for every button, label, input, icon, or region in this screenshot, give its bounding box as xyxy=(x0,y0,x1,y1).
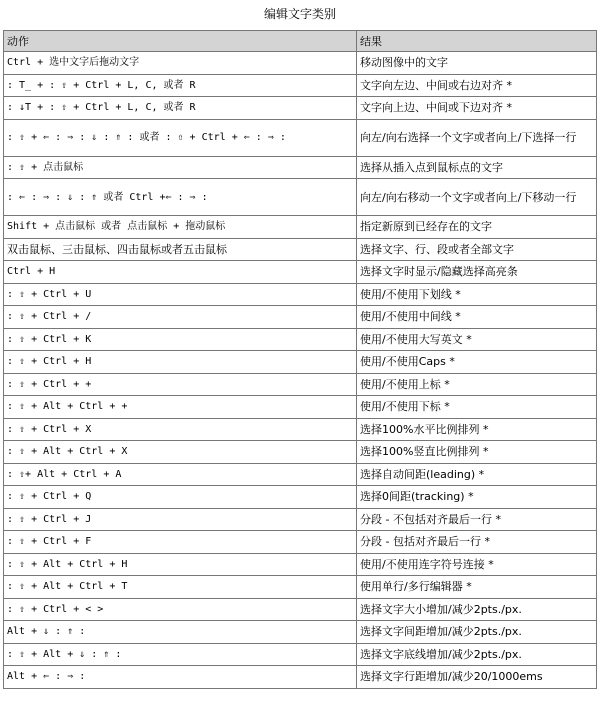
table-row xyxy=(4,74,597,97)
action-cell: : ⇧ + Alt + Ctrl + H xyxy=(4,553,357,576)
header-result: 结果 xyxy=(357,31,597,52)
table-row xyxy=(4,97,597,120)
action-cell: : ⇧ + Ctrl + Q xyxy=(4,486,357,509)
result-cell: 使用单行/多行编辑器 * xyxy=(357,576,597,599)
table-row xyxy=(4,598,597,621)
result-cell: 选择0间距(tracking) * xyxy=(357,486,597,509)
result-cell: 分段 - 不包括对齐最后一行 * xyxy=(357,508,597,531)
result-cell: 选择文字底线增加/减少2pts./px. xyxy=(357,643,597,666)
table-row xyxy=(4,351,597,374)
table-row xyxy=(4,463,597,486)
result-cell: 文字向上边、中间或下边对齐 * xyxy=(357,97,597,120)
action-cell: : ⇧ + Alt + Ctrl + T xyxy=(4,576,357,599)
action-cell: : T̲ + : ⇧ + Ctrl + L, C, 或者 R xyxy=(4,74,357,97)
result-cell: 移动图像中的文字 xyxy=(357,52,597,75)
action-cell: : ⇧ + Ctrl + < > xyxy=(4,598,357,621)
result-cell: 选择文字间距增加/减少2pts./px. xyxy=(357,621,597,644)
header-action: 动作 xyxy=(4,31,357,52)
result-cell: 使用/不使用中间线 * xyxy=(357,306,597,329)
action-cell: Ctrl + 选中文字后拖动文字 xyxy=(4,52,357,75)
table-row xyxy=(4,216,597,239)
table-row xyxy=(4,306,597,329)
action-cell: : ⇧ + Alt + ⇓ : ⇑ : xyxy=(4,643,357,666)
table-row xyxy=(4,418,597,441)
result-cell: 选择100%水平比例排列 * xyxy=(357,418,597,441)
action-cell: : ⇐ : ⇒ : ⇓ : ⇑ 或者 Ctrl +⇐ : ⇒ : xyxy=(4,179,357,216)
action-cell: : ⇧ + Ctrl + K xyxy=(4,328,357,351)
action-cell: : ↓T + : ⇧ + Ctrl + L, C, 或者 R xyxy=(4,97,357,120)
result-cell: 分段 - 包括对齐最后一行 * xyxy=(357,531,597,554)
result-cell: 选择自动间距(leading) * xyxy=(357,463,597,486)
action-cell: : ⇧ + Alt + Ctrl + + xyxy=(4,396,357,419)
action-cell: Ctrl + H xyxy=(4,261,357,284)
table-row xyxy=(4,621,597,644)
result-cell: 向左/向右移动一个文字或者向上/下移动一行 xyxy=(357,179,597,216)
table-row xyxy=(4,52,597,75)
table-row xyxy=(4,373,597,396)
shortcut-table xyxy=(3,30,597,689)
table-row xyxy=(4,508,597,531)
result-cell: 使用/不使用上标 * xyxy=(357,373,597,396)
action-cell: : ⇧ + Ctrl + / xyxy=(4,306,357,329)
table-row xyxy=(4,486,597,509)
result-cell: 使用/不使用Caps * xyxy=(357,351,597,374)
action-cell: Alt + ⇓ : ⇑ : xyxy=(4,621,357,644)
table-row xyxy=(4,328,597,351)
result-cell: 选择从插入点到鼠标点的文字 xyxy=(357,156,597,179)
action-cell: 双击鼠标、三击鼠标、四击鼠标或者五击鼠标 xyxy=(4,238,357,261)
table-row xyxy=(4,283,597,306)
action-cell: : ⇧ + 点击鼠标 xyxy=(4,156,357,179)
action-cell: : ⇧ + ⇐ : ⇒ : ⇓ : ⇑ : 或者 : ⇧ + Ctrl + ⇐ : ⇒ : xyxy=(4,119,357,156)
result-cell: 向左/向右选择一个文字或者向上/下选择一行 xyxy=(357,119,597,156)
table-row xyxy=(4,119,597,156)
result-cell: 使用/不使用连字符号连接 * xyxy=(357,553,597,576)
result-cell: 选择文字、行、段或者全部文字 xyxy=(357,238,597,261)
table-row xyxy=(4,643,597,666)
table-row xyxy=(4,441,597,464)
result-cell: 使用/不使用下标 * xyxy=(357,396,597,419)
table-row xyxy=(4,261,597,284)
result-cell: 使用/不使用大写英文 * xyxy=(357,328,597,351)
table-row xyxy=(4,666,597,689)
table-row xyxy=(4,238,597,261)
result-cell: 指定新原到已经存在的文字 xyxy=(357,216,597,239)
table-header-row xyxy=(4,31,597,52)
result-cell: 文字向左边、中间或右边对齐 * xyxy=(357,74,597,97)
action-cell: Shift + 点击鼠标 或者 点击鼠标 + 拖动鼠标 xyxy=(4,216,357,239)
result-cell: 选择100%竖直比例排列 * xyxy=(357,441,597,464)
result-cell: 选择文字行距增加/减少20/1000ems xyxy=(357,666,597,689)
table-row xyxy=(4,531,597,554)
action-cell: : ⇧ + Alt + Ctrl + X xyxy=(4,441,357,464)
table-row xyxy=(4,396,597,419)
action-cell: : ⇧ + Ctrl + X xyxy=(4,418,357,441)
table-row xyxy=(4,179,597,216)
action-cell: : ⇧ + Ctrl + + xyxy=(4,373,357,396)
action-cell: Alt + ⇐ : ⇒ : xyxy=(4,666,357,689)
result-cell: 使用/不使用下划线 * xyxy=(357,283,597,306)
result-cell: 选择文字大小增加/减少2pts./px. xyxy=(357,598,597,621)
table-row xyxy=(4,156,597,179)
table-row xyxy=(4,576,597,599)
action-cell: : ⇧ + Ctrl + U xyxy=(4,283,357,306)
action-cell: : ⇧ + Ctrl + F xyxy=(4,531,357,554)
result-cell: 选择文字时显示/隐藏选择高亮条 xyxy=(357,261,597,284)
action-cell: : ⇧+ Alt + Ctrl + A xyxy=(4,463,357,486)
action-cell: : ⇧ + Ctrl + H xyxy=(4,351,357,374)
page-title: 编辑文字类别 xyxy=(263,7,336,21)
table-row xyxy=(4,553,597,576)
action-cell: : ⇧ + Ctrl + J xyxy=(4,508,357,531)
